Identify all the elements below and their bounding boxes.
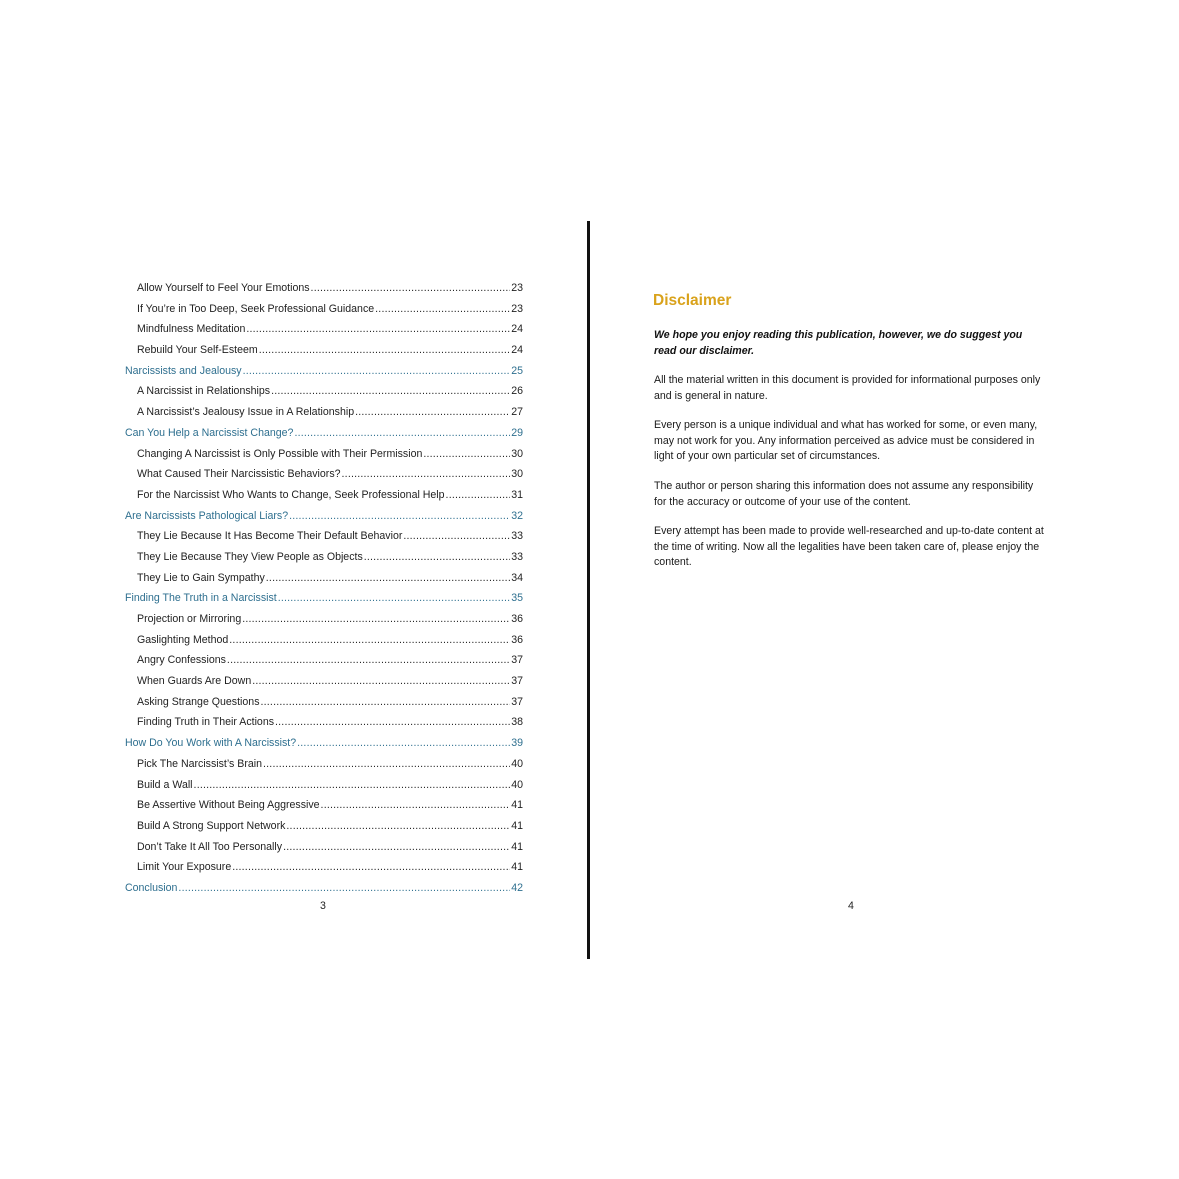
toc-section-link[interactable] — [125, 381, 523, 402]
toc-entry-page: 41 — [511, 861, 523, 874]
toc-dot-leader — [271, 381, 510, 402]
toc-chapter-link[interactable] — [125, 878, 523, 899]
disclaimer-paragraph: Every person is a unique individual and what has worked for some, or even many, may not work for you. Any information perceived as advice must be considered in light of your own particular set of circumstances. — [654, 419, 1038, 462]
toc-dot-leader — [286, 816, 510, 837]
toc-dot-leader — [311, 278, 511, 299]
page-divider — [587, 221, 590, 959]
toc-dot-leader — [261, 692, 511, 713]
toc-entry-page: 36 — [511, 633, 523, 646]
left-page — [62, 220, 586, 960]
toc-dot-leader — [229, 630, 510, 651]
toc-entry-page: 41 — [511, 799, 523, 812]
toc-chapter-link[interactable] — [125, 361, 523, 382]
toc-dot-leader — [289, 506, 510, 527]
toc-entry-page: 30 — [511, 468, 523, 481]
toc-section-link[interactable] — [125, 319, 523, 340]
toc-entry-page: 41 — [511, 840, 523, 853]
toc-dot-leader — [275, 712, 510, 733]
toc-dot-leader — [278, 588, 510, 609]
toc-entry-title: Be Assertive Without Being Aggressive — [137, 799, 320, 812]
toc-entry-page: 24 — [511, 344, 523, 357]
toc-entry-title: Mindfulness Meditation — [137, 323, 246, 336]
toc-entry-page: 25 — [511, 364, 523, 377]
toc-entry-page: 36 — [511, 613, 523, 625]
toc-dot-leader — [283, 837, 510, 858]
toc-section-link[interactable] — [125, 650, 523, 671]
toc-section-link[interactable] — [125, 857, 523, 878]
toc-entry-page: 41 — [511, 819, 523, 832]
toc-dot-leader — [446, 485, 511, 506]
toc-dot-leader — [259, 340, 510, 361]
toc-entry-title: A Narcissist in Relationships — [137, 385, 271, 398]
toc-section-link[interactable] — [125, 568, 523, 589]
toc-entry-page: 34 — [511, 571, 523, 584]
toc-section-link[interactable] — [125, 795, 523, 816]
toc-entry-title: What Caused Their Narcissistic Behaviors? — [137, 468, 341, 481]
toc-entry-page: 37 — [511, 675, 523, 688]
toc-entry-page: 40 — [511, 778, 523, 791]
table-of-contents — [125, 278, 523, 899]
toc-entry-page: 39 — [511, 737, 523, 750]
toc-entry-page: 37 — [511, 695, 523, 708]
toc-dot-leader — [227, 650, 510, 671]
toc-entry-page: 27 — [511, 406, 523, 419]
disclaimer-paragraph: The author or person sharing this information does not assume any responsibility for the accuracy or outcome of your use of the content. — [654, 480, 1034, 508]
toc-entry-title: Finding Truth in Their Actions — [137, 716, 275, 729]
toc-entry-title: Angry Confessions — [137, 654, 226, 667]
toc-entry-title: When Guards Are Down — [137, 675, 252, 688]
disclaimer-title: Disclaimer — [653, 292, 732, 309]
toc-entry-title: They Lie to Gain Sympathy — [137, 571, 265, 584]
toc-entry-page: 35 — [511, 592, 523, 605]
toc-section-link[interactable] — [125, 340, 523, 361]
toc-entry-title: A Narcissist’s Jealousy Issue in A Relationship — [137, 406, 355, 419]
toc-section-link[interactable] — [125, 485, 523, 506]
toc-entry-title: Allow Yourself to Feel Your Emotions — [137, 282, 310, 294]
toc-entry-page: 33 — [511, 530, 523, 543]
toc-entry-page: 29 — [511, 426, 523, 439]
toc-entry-page: 38 — [511, 716, 523, 729]
toc-dot-leader — [364, 547, 510, 568]
right-page — [592, 220, 1116, 960]
toc-dot-leader — [242, 609, 510, 630]
toc-entry-page: 23 — [511, 282, 523, 294]
toc-entry-title: Pick The Narcissist’s Brain — [137, 757, 263, 770]
toc-entry-title: Projection or Mirroring — [137, 613, 242, 625]
toc-section-link[interactable] — [125, 671, 523, 692]
toc-entry-page: 23 — [511, 302, 523, 315]
toc-dot-leader — [178, 878, 510, 899]
toc-entry-page: 30 — [511, 447, 523, 460]
toc-entry-title: Changing A Narcissist is Only Possible with Their Permission — [137, 447, 423, 460]
toc-entry-title: Narcissists and Jealousy — [125, 364, 242, 377]
toc-dot-leader — [403, 526, 510, 547]
toc-dot-leader — [266, 568, 510, 589]
toc-entry-title: Finding The Truth in a Narcissist — [125, 592, 277, 605]
toc-entry-title: Build A Strong Support Network — [137, 819, 286, 832]
toc-entry-title: How Do You Work with A Narcissist? — [125, 737, 297, 750]
toc-entry-title: Can You Help a Narcissist Change? — [125, 426, 294, 439]
toc-chapter-link[interactable] — [125, 588, 523, 609]
toc-entry-page: 24 — [511, 323, 523, 336]
toc-section-link[interactable] — [125, 526, 523, 547]
toc-entry-title: Don’t Take It All Too Personally — [137, 840, 283, 853]
toc-section-link[interactable] — [125, 547, 523, 568]
toc-dot-leader — [342, 464, 511, 485]
toc-entry-title: Are Narcissists Pathological Liars? — [125, 509, 289, 522]
page-number: 4 — [848, 900, 854, 912]
disclaimer-intro: We hope you enjoy reading this publication, however, we do suggest you read our disclaimer. — [654, 329, 1023, 357]
toc-dot-leader — [232, 857, 510, 878]
toc-section-link[interactable] — [125, 754, 523, 775]
toc-dot-leader — [263, 754, 510, 775]
toc-dot-leader — [355, 402, 510, 423]
toc-section-link[interactable] — [125, 775, 523, 796]
toc-section-link[interactable] — [125, 464, 523, 485]
toc-section-link[interactable] — [125, 816, 523, 837]
toc-section-link[interactable] — [125, 692, 523, 713]
toc-chapter-link[interactable] — [125, 733, 523, 754]
toc-entry-title: Gaslighting Method — [137, 633, 229, 646]
toc-section-link[interactable] — [125, 402, 523, 423]
toc-section-link[interactable] — [125, 299, 523, 320]
toc-entry-title: Build a Wall — [137, 778, 193, 791]
toc-dot-leader — [294, 423, 510, 444]
disclaimer-paragraph: All the material written in this document is provided for informational purposes only and is general in nature. — [654, 374, 1041, 402]
toc-entry-title: Limit Your Exposure — [137, 861, 232, 874]
toc-dot-leader — [252, 671, 510, 692]
toc-section-link[interactable] — [125, 630, 523, 651]
toc-entry-page: 33 — [511, 550, 523, 563]
disclaimer-paragraph: Every attempt has been made to provide well-researched and up-to-date content at the time of writing. Now all the legalities have been taken care of, please enjoy the content. — [654, 525, 1044, 568]
toc-entry-title: For the Narcissist Who Wants to Change, Seek Professional Help — [137, 488, 445, 501]
toc-section-link[interactable] — [125, 609, 523, 630]
toc-section-link[interactable] — [125, 837, 523, 858]
toc-entry-title: Conclusion — [125, 881, 178, 894]
toc-dot-leader — [375, 299, 510, 320]
toc-chapter-link[interactable] — [125, 506, 523, 527]
toc-section-link[interactable] — [125, 712, 523, 733]
toc-dot-leader — [297, 733, 510, 754]
toc-dot-leader — [194, 775, 511, 796]
toc-entry-page: 40 — [511, 757, 523, 770]
toc-entry-page: 31 — [511, 488, 523, 501]
toc-entry-page: 32 — [511, 509, 523, 522]
page-number: 3 — [320, 900, 326, 912]
toc-entry-page: 42 — [511, 881, 523, 894]
toc-entry-title: Rebuild Your Self-Esteem — [137, 344, 258, 357]
toc-section-link[interactable] — [125, 278, 523, 299]
toc-section-link[interactable] — [125, 444, 523, 465]
toc-entry-title: Asking Strange Questions — [137, 695, 260, 708]
toc-entry-page: 26 — [511, 385, 523, 398]
toc-entry-title: They Lie Because It Has Become Their Default Behavior — [137, 530, 403, 543]
toc-dot-leader — [243, 361, 511, 382]
toc-entry-title: They Lie Because They View People as Objects — [137, 550, 363, 563]
toc-dot-leader — [321, 795, 511, 816]
toc-dot-leader — [246, 319, 510, 340]
toc-entry-title: If You’re in Too Deep, Seek Professional Guidance — [137, 302, 375, 315]
toc-entry-page: 37 — [511, 654, 523, 667]
toc-dot-leader — [423, 444, 510, 465]
toc-chapter-link[interactable] — [125, 423, 523, 444]
